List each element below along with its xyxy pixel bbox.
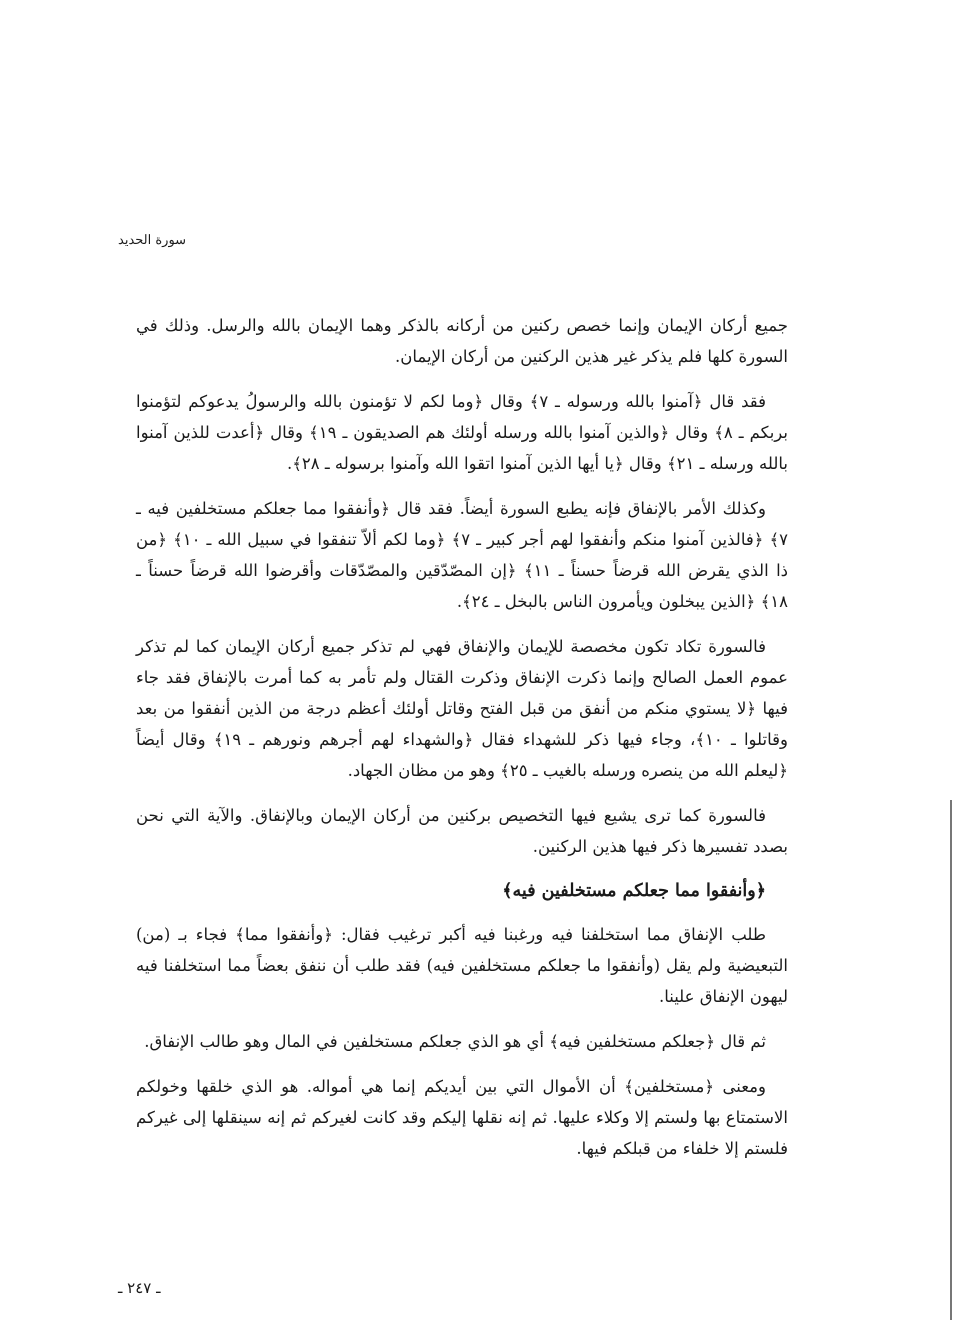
running-head: سورة الحديد (118, 233, 187, 248)
paragraph-6: طلب الإنفاق مما استخلفنا فيه ورغبنا فيه أكبر ترغيب فقال: ﴿وأنفقوا مما﴾ فجاء بـ (من) التبعيضية ولم يقل (وأنفقوا ما جعلكم مستخلفين فيه) فقد طلب أن ننفق بعضاً مما استخلفنا فيه ليهون الإنفاق علينا. (136, 925, 788, 1006)
paragraph-1: جميع أركان الإيمان وإنما خصص ركنين من أركانه بالذكر وهما الإيمان بالله والرسل. وذلك في السورة كلها فلم يذكر غير هذين الركنين من أركان الإيمان. (136, 316, 788, 366)
paragraph-8: ومعنى ﴿مستخلفين﴾ أن الأموال التي بين أيديكم إنما هي أمواله. هو الذي خلقها وخولكم الاستمتاع بها ولستم إلا وكلاء عليها. ثم إنه نقلها إليكم وقد كانت لغيركم ثم إنه سينقلها إلى غيركم فلستم إلا خلفاء من قبلكم فيها. (136, 1077, 788, 1158)
paragraph-7: ثم قال ﴿جعلكم مستخلفين فيه﴾ أي هو الذي جعلكم مستخلفين في المال وهو طالب الإنفاق. (144, 1032, 766, 1051)
page-edge-line (950, 800, 952, 1320)
paragraph-5: فالسورة كما ترى يشيع فيها التخصيص بركنين من أركان الإيمان وبالإنفاق. والآية التي نحن بصدد تفسيرها ذكر فيها هذين الركنين. (136, 806, 788, 856)
paragraph-3: وكذلك الأمر بالإنفاق فإنه يطبع السورة أيضاً. فقد قال ﴿وأنفقوا مما جعلكم مستخلفين فيه ـ ٧﴾ ﴿فالذين آمنوا منكم وأنفقوا لهم أجر كبير ـ ٧﴾ ﴿وما لكم ألاّ تنفقوا في سبيل الله ـ ١٠﴾ ﴿من ذا الذي يقرض الله قرضاً حسناً ـ ١١﴾ ﴿إن المصّدّقين والمصّدّقات وأقرضوا الله قرضاً حسناً ـ ١٨﴾ ﴿الذين يبخلون ويأمرون الناس بالبخل ـ ٢٤﴾. (136, 499, 788, 611)
paragraph-4: فالسورة تكاد تكون مخصصة للإيمان والإنفاق فهي لم تذكر جميع أركان الإيمان كما لم تذكر عموم العمل الصالح وإنما ذكرت الإنفاق وذكرت القتال ولم تأمر به كما أمرت بالإنفاق فقد جاء فيها ﴿لا يستوي منكم من أنفق من قبل الفتح وقاتل أولئك أعظم درجة من الذين أنفقوا من بعد وقاتلوا ـ ١٠﴾، وجاء فيها ذكر للشهداء فقال ﴿والشهداء لهم أجرهم ونورهم ـ ١٩﴾ وقال أيضاً ﴿ليعلم الله من ينصره ورسله بالغيب ـ ٢٥﴾ وهو من مظان الجهاد. (136, 637, 788, 780)
page-number: ـ ٢٤٧ ـ (118, 1279, 161, 1297)
section-heading: ﴿وأنفقوا مما جعلكم مستخلفين فيه﴾ (502, 881, 766, 901)
body-text (136, 310, 788, 1178)
paragraph-2: فقد قال ﴿آمنوا بالله ورسوله ـ ٧﴾ وقال ﴿وما لكم لا تؤمنون بالله والرسولُ يدعوكم لتؤمنوا بربكم ـ ٨﴾ وقال ﴿والذين آمنوا بالله ورسله أولئك هم الصديقون ـ ١٩﴾ وقال ﴿أعدت للذين آمنوا بالله ورسله ـ ٢١﴾ وقال ﴿يا أيها الذين آمنوا اتقوا الله وآمنوا برسوله ـ ٢٨﴾. (136, 392, 788, 473)
